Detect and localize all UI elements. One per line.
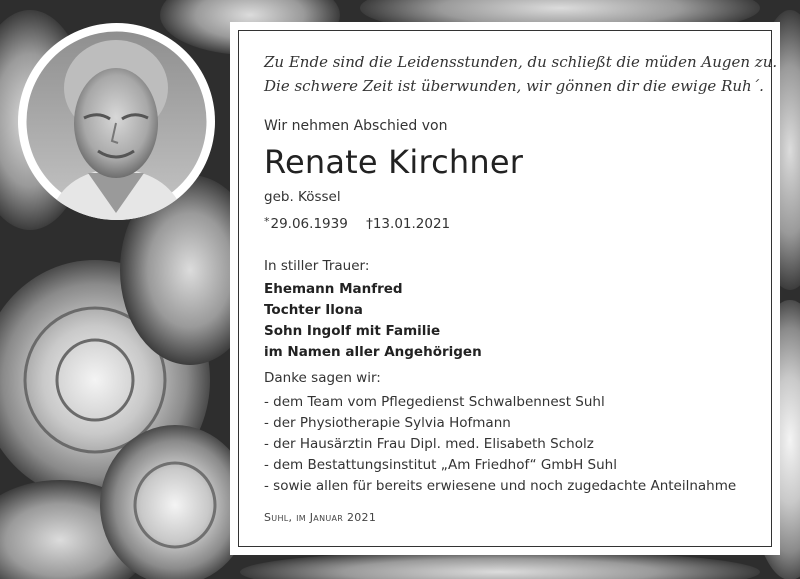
place-and-date: Suhl, im Januar 2021 — [264, 511, 377, 524]
mourning-title: In stiller Trauer: — [264, 258, 370, 274]
thanks-list — [264, 392, 736, 497]
birth-symbol: * — [264, 215, 270, 228]
thanks-item: - sowie allen für bereits erwiesene und noch zugedachte Anteilnahme — [264, 478, 737, 494]
death-symbol: † — [366, 216, 373, 232]
portrait-photo — [18, 23, 215, 220]
thanks-title: Danke sagen wir: — [264, 370, 381, 386]
mourners-list — [264, 279, 482, 363]
portrait-image — [18, 23, 215, 220]
poem — [264, 50, 777, 98]
mourner: im Namen aller Angehörigen — [264, 344, 482, 360]
poem-line: Die schwere Zeit ist überwunden, wir gönnen dir die ewige Ruh´. — [264, 77, 764, 95]
obituary-card — [230, 22, 780, 555]
birth-date: 29.06.1939 — [270, 216, 348, 232]
thanks-item: - dem Bestattungsinstitut „Am Friedhof“ GmbH Suhl — [264, 457, 617, 473]
thanks-item: - der Hausärztin Frau Dipl. med. Elisabeth Scholz — [264, 436, 594, 452]
mourner: Tochter Ilona — [264, 302, 363, 318]
thanks-item: - dem Team vom Pflegedienst Schwalbennest Suhl — [264, 394, 605, 410]
death-group — [366, 216, 450, 232]
life-dates — [264, 215, 450, 232]
birth-name: geb. Kössel — [264, 189, 341, 205]
death-date: 13.01.2021 — [372, 216, 451, 232]
mourner: Sohn Ingolf mit Familie — [264, 323, 441, 339]
deceased-name: Renate Kirchner — [264, 143, 524, 181]
farewell-intro: Wir nehmen Abschied von — [264, 118, 448, 134]
thanks-item: - der Physiotherapie Sylvia Hofmann — [264, 415, 511, 431]
mourner: Ehemann Manfred — [264, 281, 403, 297]
poem-line: Zu Ende sind die Leidensstunden, du schließt die müden Augen zu. — [264, 53, 778, 71]
